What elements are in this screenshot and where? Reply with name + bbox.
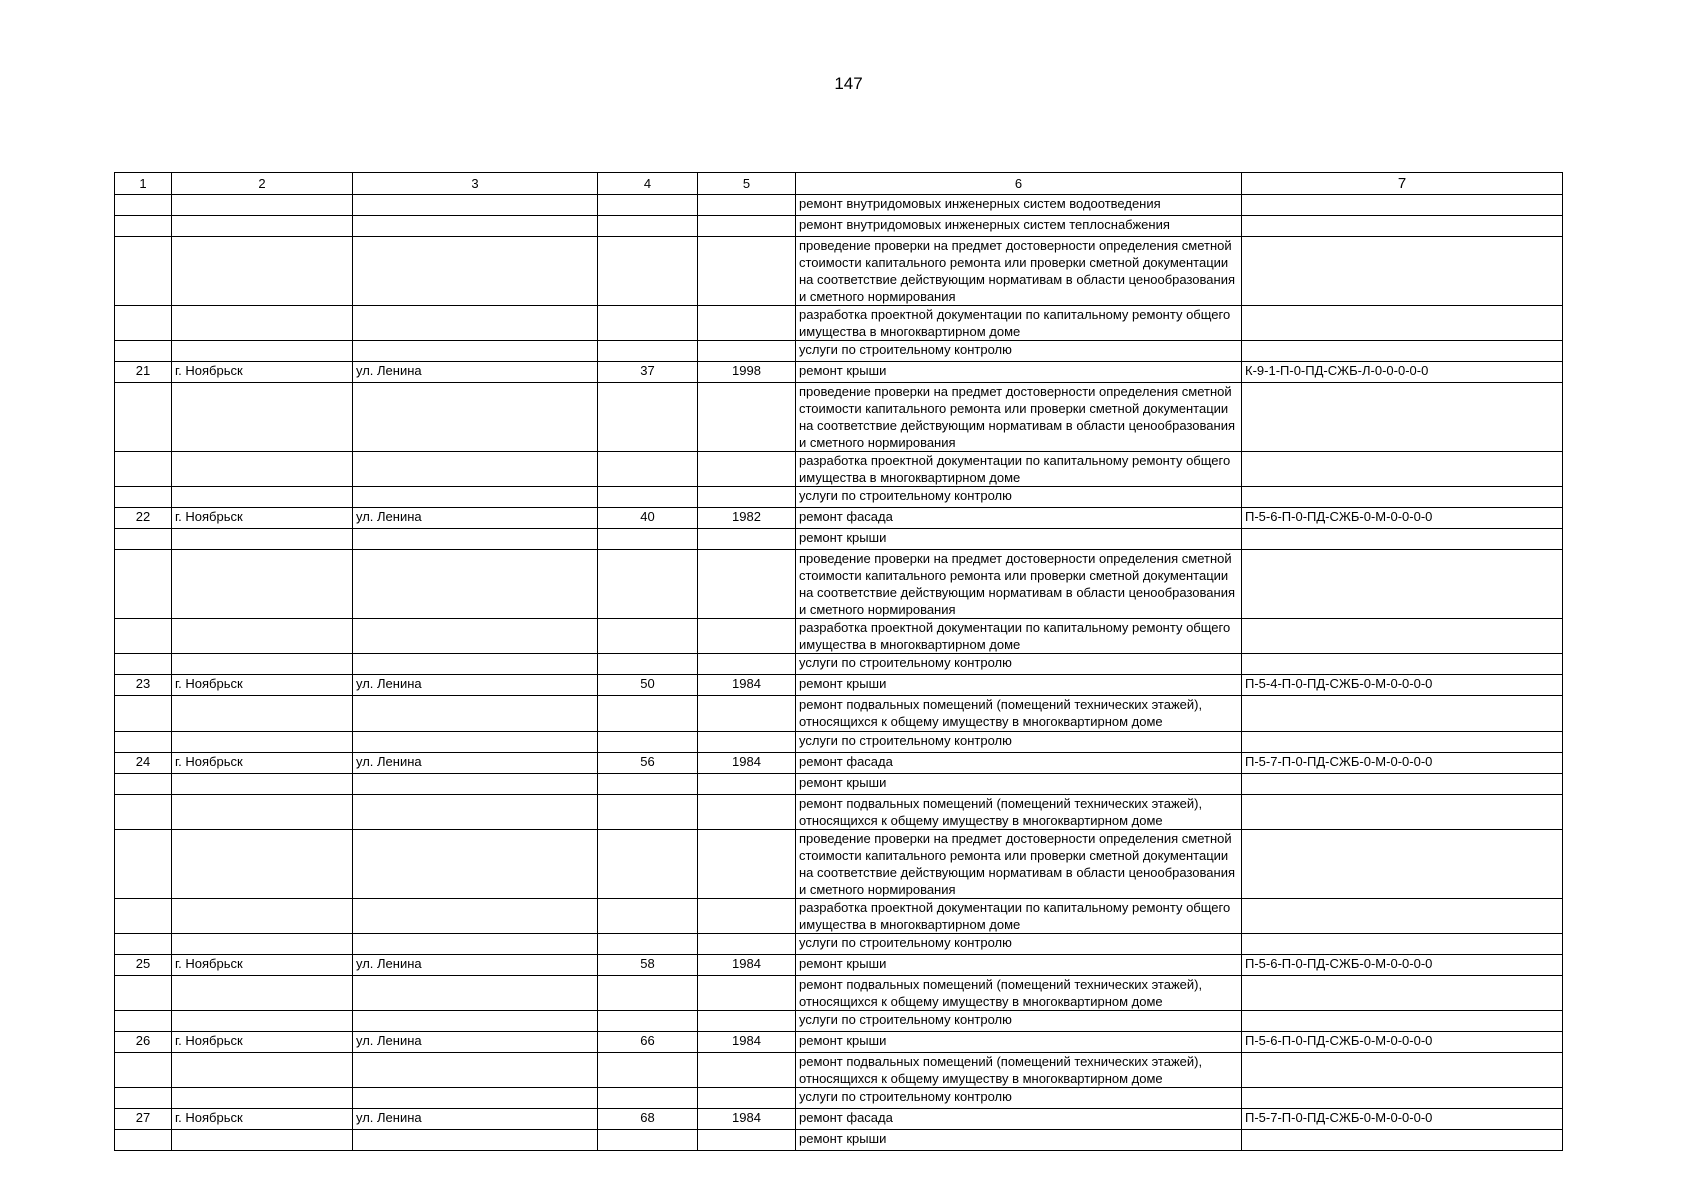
row-number-cell: 26 (115, 1032, 172, 1053)
row-number-cell: 23 (115, 675, 172, 696)
row-number-cell (115, 306, 172, 341)
house-number-cell (598, 550, 698, 619)
house-code-cell: П-5-6-П-0-ПД-СЖБ-0-М-0-0-0-0 (1242, 1032, 1563, 1053)
row-number-cell (115, 1088, 172, 1109)
house-code-cell (1242, 795, 1563, 830)
house-number-cell: 50 (598, 675, 698, 696)
house-number-cell (598, 216, 698, 237)
house-code-cell (1242, 452, 1563, 487)
row-number-cell (115, 195, 172, 216)
house-number-cell: 58 (598, 955, 698, 976)
city-cell: г. Ноябрьск (172, 1109, 353, 1130)
city-cell (172, 654, 353, 675)
city-cell (172, 1088, 353, 1109)
table-row (115, 362, 1563, 383)
house-number-cell: 66 (598, 1032, 698, 1053)
house-code-cell (1242, 654, 1563, 675)
table-row (115, 1053, 1563, 1088)
year-cell (698, 774, 796, 795)
year-cell: 1984 (698, 675, 796, 696)
street-cell (353, 696, 598, 732)
work-type-cell: услуги по строительному контролю (796, 732, 1242, 753)
city-cell (172, 976, 353, 1011)
year-cell: 1984 (698, 753, 796, 774)
row-number-cell: 24 (115, 753, 172, 774)
work-type-cell: ремонт крыши (796, 774, 1242, 795)
work-type-cell: услуги по строительному контролю (796, 341, 1242, 362)
street-cell (353, 976, 598, 1011)
work-type-cell: проведение проверки на предмет достоверности определения сметной стоимости капитального ремонта или проверки сметной документации на соответствие действующим нормативам в области ценообразования и сметного нормирования (796, 237, 1242, 306)
house-number-cell (598, 341, 698, 362)
street-cell (353, 529, 598, 550)
city-cell: г. Ноябрьск (172, 753, 353, 774)
year-cell: 1984 (698, 1032, 796, 1053)
house-code-cell (1242, 1130, 1563, 1151)
house-number-cell (598, 1053, 698, 1088)
work-type-cell: ремонт крыши (796, 1032, 1242, 1053)
street-cell (353, 195, 598, 216)
work-type-cell: проведение проверки на предмет достоверности определения сметной стоимости капитального ремонта или проверки сметной документации на соответствие действующим нормативам в области ценообразования и сметного нормирования (796, 550, 1242, 619)
city-cell: г. Ноябрьск (172, 1032, 353, 1053)
table-row (115, 1032, 1563, 1053)
work-type-cell: разработка проектной документации по капитальному ремонту общего имущества в многоквартирном доме (796, 452, 1242, 487)
house-code-cell (1242, 341, 1563, 362)
row-number-cell (115, 487, 172, 508)
row-number-cell (115, 696, 172, 732)
work-type-cell: ремонт крыши (796, 529, 1242, 550)
table-row (115, 795, 1563, 830)
table-header-row (115, 173, 1563, 195)
street-cell (353, 1053, 598, 1088)
city-cell (172, 237, 353, 306)
street-cell (353, 487, 598, 508)
house-code-cell (1242, 216, 1563, 237)
city-cell (172, 216, 353, 237)
city-cell (172, 487, 353, 508)
year-cell (698, 341, 796, 362)
row-number-cell (115, 529, 172, 550)
year-cell (698, 696, 796, 732)
street-cell (353, 899, 598, 934)
house-code-cell: П-5-7-П-0-ПД-СЖБ-0-М-0-0-0-0 (1242, 753, 1563, 774)
table-row (115, 675, 1563, 696)
column-header: 2 (172, 173, 353, 195)
row-number-cell (115, 795, 172, 830)
work-type-cell: услуги по строительному контролю (796, 654, 1242, 675)
year-cell (698, 1130, 796, 1151)
street-cell: ул. Ленина (353, 955, 598, 976)
street-cell: ул. Ленина (353, 675, 598, 696)
table-row (115, 955, 1563, 976)
row-number-cell (115, 654, 172, 675)
row-number-cell (115, 452, 172, 487)
year-cell (698, 934, 796, 955)
row-number-cell: 21 (115, 362, 172, 383)
work-type-cell: ремонт подвальных помещений (помещений технических этажей), относящихся к общему имуществу в многоквартирном доме (796, 696, 1242, 732)
work-type-cell: ремонт внутридомовых инженерных систем водоотведения (796, 195, 1242, 216)
table-row (115, 976, 1563, 1011)
house-code-cell: П-5-4-П-0-ПД-СЖБ-0-М-0-0-0-0 (1242, 675, 1563, 696)
row-number-cell (115, 976, 172, 1011)
row-number-cell (115, 383, 172, 452)
table-row (115, 452, 1563, 487)
city-cell (172, 529, 353, 550)
house-code-cell (1242, 529, 1563, 550)
work-type-cell: проведение проверки на предмет достоверности определения сметной стоимости капитального ремонта или проверки сметной документации на соответствие действующим нормативам в области ценообразования и сметного нормирования (796, 830, 1242, 899)
table-row (115, 550, 1563, 619)
city-cell (172, 195, 353, 216)
year-cell (698, 550, 796, 619)
street-cell (353, 795, 598, 830)
street-cell: ул. Ленина (353, 1109, 598, 1130)
table-row (115, 1130, 1563, 1151)
house-number-cell (598, 1088, 698, 1109)
house-code-cell: П-5-6-П-0-ПД-СЖБ-0-М-0-0-0-0 (1242, 508, 1563, 529)
work-type-cell: разработка проектной документации по капитальному ремонту общего имущества в многоквартирном доме (796, 899, 1242, 934)
house-code-cell (1242, 1053, 1563, 1088)
street-cell (353, 774, 598, 795)
city-cell: г. Ноябрьск (172, 508, 353, 529)
house-code-cell (1242, 383, 1563, 452)
table-row (115, 306, 1563, 341)
year-cell (698, 619, 796, 654)
house-code-cell (1242, 195, 1563, 216)
house-number-cell (598, 696, 698, 732)
house-number-cell: 56 (598, 753, 698, 774)
street-cell (353, 237, 598, 306)
year-cell (698, 216, 796, 237)
city-cell (172, 934, 353, 955)
year-cell (698, 732, 796, 753)
city-cell (172, 619, 353, 654)
house-code-cell (1242, 1011, 1563, 1032)
row-number-cell (115, 341, 172, 362)
street-cell: ул. Ленина (353, 1032, 598, 1053)
house-number-cell (598, 619, 698, 654)
work-type-cell: ремонт крыши (796, 955, 1242, 976)
row-number-cell (115, 216, 172, 237)
year-cell (698, 195, 796, 216)
work-type-cell: ремонт подвальных помещений (помещений технических этажей), относящихся к общему имуществу в многоквартирном доме (796, 1053, 1242, 1088)
table-row (115, 619, 1563, 654)
street-cell (353, 306, 598, 341)
year-cell: 1998 (698, 362, 796, 383)
work-type-cell: ремонт подвальных помещений (помещений технических этажей), относящихся к общему имуществу в многоквартирном доме (796, 976, 1242, 1011)
year-cell (698, 976, 796, 1011)
work-type-cell: услуги по строительному контролю (796, 1011, 1242, 1032)
table-row (115, 529, 1563, 550)
work-type-cell: ремонт крыши (796, 675, 1242, 696)
street-cell: ул. Ленина (353, 362, 598, 383)
repair-program-table (114, 172, 1563, 1151)
table-body (115, 195, 1563, 1151)
house-code-cell (1242, 732, 1563, 753)
row-number-cell (115, 830, 172, 899)
street-cell (353, 216, 598, 237)
house-number-cell (598, 899, 698, 934)
column-header: 5 (698, 173, 796, 195)
year-cell: 1984 (698, 1109, 796, 1130)
house-number-cell (598, 529, 698, 550)
column-header: 7 (1242, 173, 1563, 195)
house-code-cell (1242, 774, 1563, 795)
work-type-cell: услуги по строительному контролю (796, 1088, 1242, 1109)
table-row (115, 383, 1563, 452)
year-cell (698, 1053, 796, 1088)
year-cell: 1984 (698, 955, 796, 976)
house-number-cell (598, 1011, 698, 1032)
table-row (115, 1109, 1563, 1130)
row-number-cell (115, 774, 172, 795)
house-code-cell: П-5-7-П-0-ПД-СЖБ-0-М-0-0-0-0 (1242, 1109, 1563, 1130)
year-cell (698, 830, 796, 899)
house-code-cell (1242, 550, 1563, 619)
year-cell (698, 383, 796, 452)
street-cell (353, 1088, 598, 1109)
house-number-cell (598, 830, 698, 899)
house-number-cell: 40 (598, 508, 698, 529)
house-code-cell: К-9-1-П-0-ПД-СЖБ-Л-0-0-0-0-0 (1242, 362, 1563, 383)
work-type-cell: ремонт крыши (796, 362, 1242, 383)
column-header: 3 (353, 173, 598, 195)
street-cell (353, 934, 598, 955)
row-number-cell (115, 1011, 172, 1032)
house-number-cell (598, 732, 698, 753)
house-number-cell (598, 383, 698, 452)
city-cell (172, 696, 353, 732)
year-cell (698, 452, 796, 487)
house-number-cell (598, 774, 698, 795)
house-code-cell (1242, 237, 1563, 306)
year-cell: 1982 (698, 508, 796, 529)
table-row (115, 934, 1563, 955)
work-type-cell: проведение проверки на предмет достоверности определения сметной стоимости капитального ремонта или проверки сметной документации на соответствие действующим нормативам в области ценообразования и сметного нормирования (796, 383, 1242, 452)
house-number-cell (598, 654, 698, 675)
year-cell (698, 1088, 796, 1109)
table-row (115, 237, 1563, 306)
city-cell (172, 1053, 353, 1088)
year-cell (698, 795, 796, 830)
work-type-cell: ремонт фасада (796, 508, 1242, 529)
table-row (115, 1088, 1563, 1109)
house-code-cell (1242, 830, 1563, 899)
year-cell (698, 654, 796, 675)
column-header: 4 (598, 173, 698, 195)
street-cell (353, 1011, 598, 1032)
row-number-cell: 22 (115, 508, 172, 529)
street-cell (353, 619, 598, 654)
house-number-cell (598, 452, 698, 487)
row-number-cell: 27 (115, 1109, 172, 1130)
column-header: 6 (796, 173, 1242, 195)
house-number-cell (598, 976, 698, 1011)
city-cell (172, 795, 353, 830)
street-cell: ул. Ленина (353, 753, 598, 774)
street-cell (353, 341, 598, 362)
house-code-cell: П-5-6-П-0-ПД-СЖБ-0-М-0-0-0-0 (1242, 955, 1563, 976)
house-code-cell (1242, 934, 1563, 955)
work-type-cell: ремонт фасада (796, 1109, 1242, 1130)
row-number-cell: 25 (115, 955, 172, 976)
city-cell (172, 341, 353, 362)
year-cell (698, 237, 796, 306)
work-type-cell: разработка проектной документации по капитальному ремонту общего имущества в многоквартирном доме (796, 306, 1242, 341)
house-code-cell (1242, 1088, 1563, 1109)
row-number-cell (115, 1130, 172, 1151)
city-cell (172, 1011, 353, 1032)
city-cell: г. Ноябрьск (172, 362, 353, 383)
work-type-cell: услуги по строительному контролю (796, 934, 1242, 955)
work-type-cell: услуги по строительному контролю (796, 487, 1242, 508)
table-row (115, 487, 1563, 508)
table-row (115, 195, 1563, 216)
street-cell (353, 1130, 598, 1151)
table-row (115, 696, 1563, 732)
house-code-cell (1242, 619, 1563, 654)
row-number-cell (115, 1053, 172, 1088)
table-row (115, 753, 1563, 774)
work-type-cell: разработка проектной документации по капитальному ремонту общего имущества в многоквартирном доме (796, 619, 1242, 654)
city-cell (172, 899, 353, 934)
row-number-cell (115, 619, 172, 654)
table-row (115, 654, 1563, 675)
column-header: 1 (115, 173, 172, 195)
table-row (115, 1011, 1563, 1032)
work-type-cell: ремонт подвальных помещений (помещений технических этажей), относящихся к общему имуществу в многоквартирном доме (796, 795, 1242, 830)
work-type-cell: ремонт внутридомовых инженерных систем теплоснабжения (796, 216, 1242, 237)
city-cell (172, 1130, 353, 1151)
work-type-cell: ремонт фасада (796, 753, 1242, 774)
city-cell (172, 830, 353, 899)
house-code-cell (1242, 487, 1563, 508)
street-cell (353, 452, 598, 487)
table-row (115, 216, 1563, 237)
house-number-cell: 37 (598, 362, 698, 383)
year-cell (698, 487, 796, 508)
table-row (115, 508, 1563, 529)
city-cell (172, 732, 353, 753)
house-number-cell (598, 795, 698, 830)
row-number-cell (115, 732, 172, 753)
house-code-cell (1242, 976, 1563, 1011)
house-number-cell (598, 1130, 698, 1151)
house-code-cell (1242, 306, 1563, 341)
year-cell (698, 306, 796, 341)
year-cell (698, 899, 796, 934)
house-number-cell (598, 195, 698, 216)
year-cell (698, 1011, 796, 1032)
city-cell (172, 383, 353, 452)
house-code-cell (1242, 899, 1563, 934)
house-number-cell (598, 237, 698, 306)
city-cell (172, 306, 353, 341)
street-cell: ул. Ленина (353, 508, 598, 529)
table-row (115, 732, 1563, 753)
table-row (115, 830, 1563, 899)
street-cell (353, 830, 598, 899)
city-cell: г. Ноябрьск (172, 955, 353, 976)
row-number-cell (115, 899, 172, 934)
row-number-cell (115, 550, 172, 619)
street-cell (353, 550, 598, 619)
city-cell (172, 452, 353, 487)
table-row (115, 341, 1563, 362)
house-number-cell: 68 (598, 1109, 698, 1130)
row-number-cell (115, 237, 172, 306)
table-row (115, 774, 1563, 795)
house-code-cell (1242, 696, 1563, 732)
city-cell: г. Ноябрьск (172, 675, 353, 696)
street-cell (353, 654, 598, 675)
house-number-cell (598, 306, 698, 341)
city-cell (172, 774, 353, 795)
table-row (115, 899, 1563, 934)
year-cell (698, 529, 796, 550)
street-cell (353, 732, 598, 753)
page-number: 147 (834, 74, 863, 93)
house-number-cell (598, 934, 698, 955)
street-cell (353, 383, 598, 452)
house-number-cell (598, 487, 698, 508)
row-number-cell (115, 934, 172, 955)
work-type-cell: ремонт крыши (796, 1130, 1242, 1151)
city-cell (172, 550, 353, 619)
